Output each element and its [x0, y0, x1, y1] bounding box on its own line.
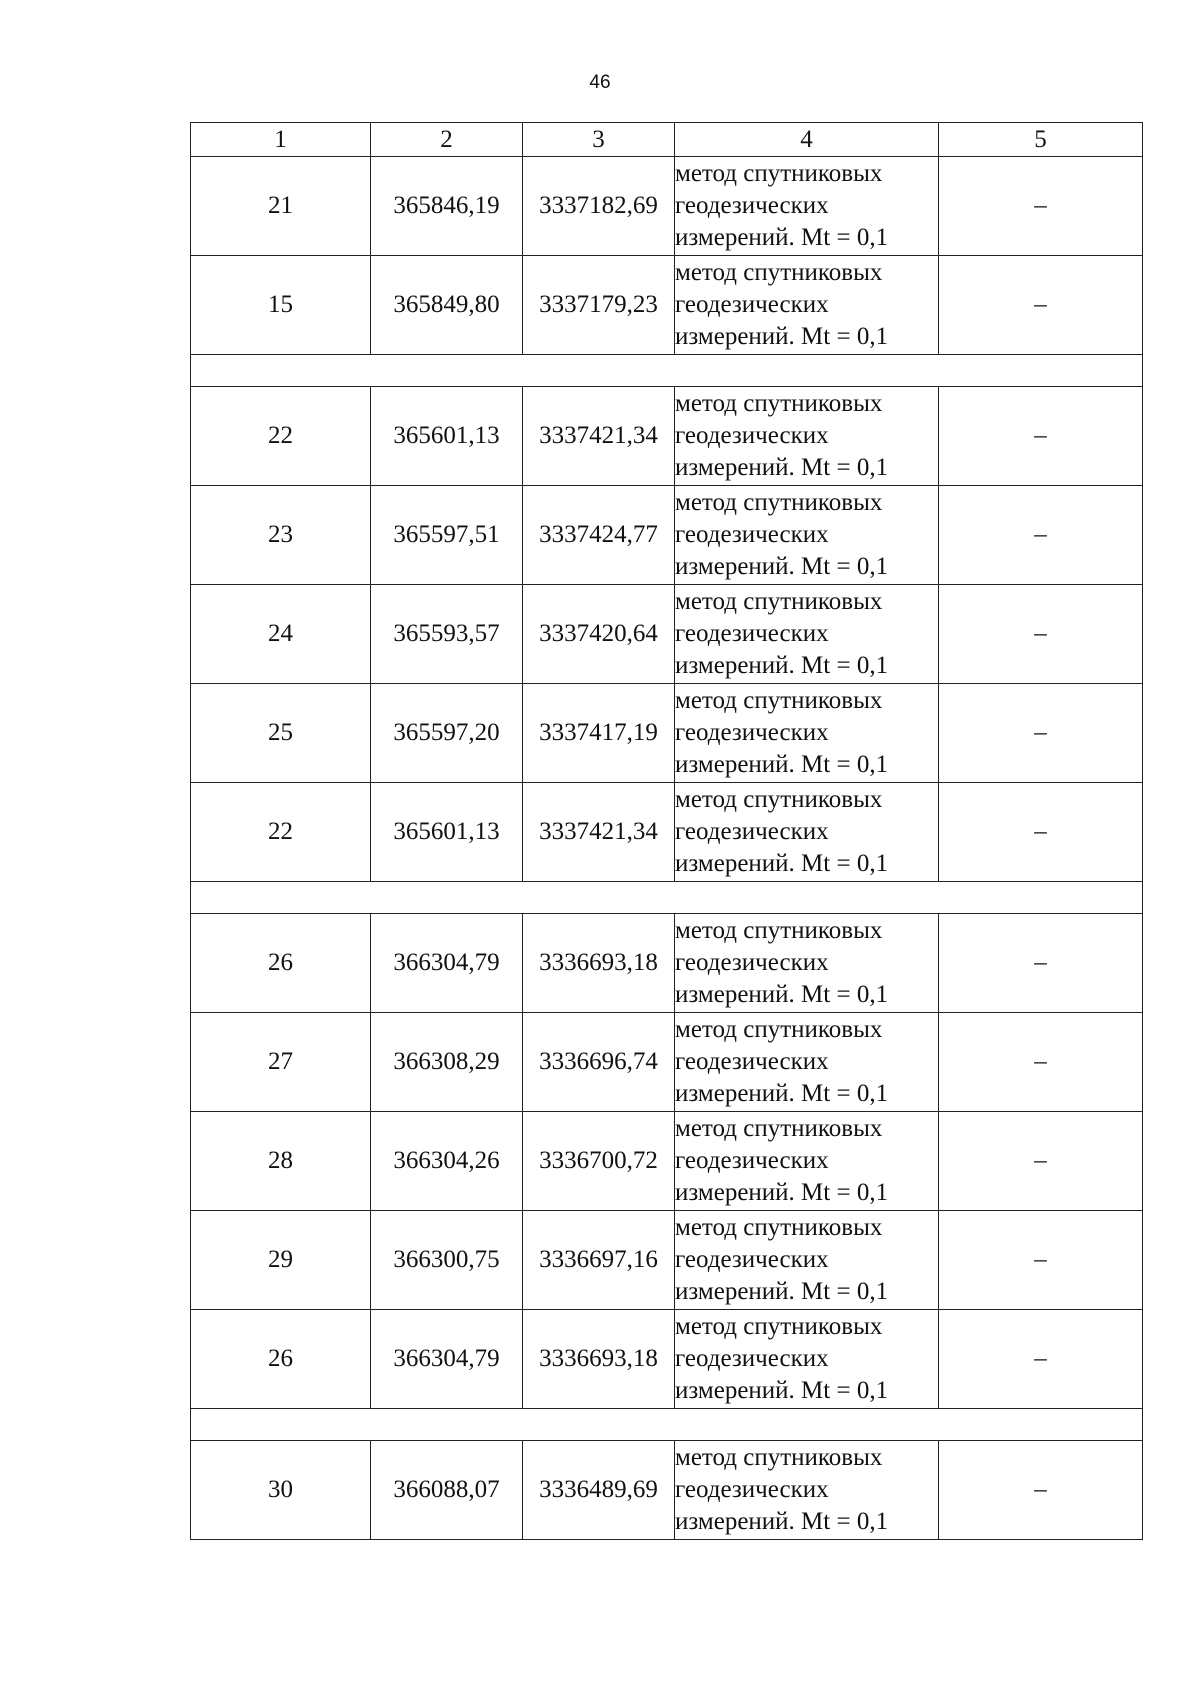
- header-cell: 1: [191, 123, 371, 157]
- method-line: геодезических: [675, 521, 829, 548]
- method-line: метод спутниковых: [675, 1214, 883, 1241]
- method-cell: [675, 1112, 939, 1211]
- x-coordinate-cell: 366304,26: [371, 1112, 523, 1211]
- method-line: измерений. Mt = 0,1: [675, 850, 889, 877]
- note-cell: –: [939, 783, 1143, 882]
- x-coordinate-cell: 366308,29: [371, 1013, 523, 1112]
- y-coordinate-cell: 3336489,69: [523, 1441, 675, 1540]
- method-cell: [675, 1441, 939, 1540]
- header-cell: 3: [523, 123, 675, 157]
- table-row: [191, 783, 1143, 882]
- method-line: измерений. Mt = 0,1: [675, 981, 889, 1008]
- method-line: геодезических: [675, 1246, 829, 1273]
- method-line: метод спутниковых: [675, 687, 883, 714]
- table-row: [191, 157, 1143, 256]
- point-number-cell: 22: [191, 783, 371, 882]
- table-row: [191, 1211, 1143, 1310]
- method-line: измерений. Mt = 0,1: [675, 1377, 889, 1404]
- method-line: измерений. Mt = 0,1: [675, 323, 889, 350]
- method-line: метод спутниковых: [675, 917, 883, 944]
- note-cell: –: [939, 684, 1143, 783]
- y-coordinate-cell: 3336696,74: [523, 1013, 675, 1112]
- x-coordinate-cell: 365601,13: [371, 783, 523, 882]
- point-number-cell: 29: [191, 1211, 371, 1310]
- note-cell: –: [939, 387, 1143, 486]
- group-separator-row: [191, 1409, 1143, 1441]
- method-line: метод спутниковых: [675, 588, 883, 615]
- x-coordinate-cell: 365597,20: [371, 684, 523, 783]
- y-coordinate-cell: 3337421,34: [523, 783, 675, 882]
- method-line: измерений. Mt = 0,1: [675, 553, 889, 580]
- method-line: измерений. Mt = 0,1: [675, 1179, 889, 1206]
- method-line: метод спутниковых: [675, 1444, 883, 1471]
- method-line: геодезических: [675, 620, 829, 647]
- method-line: измерений. Mt = 0,1: [675, 1080, 889, 1107]
- x-coordinate-cell: 366300,75: [371, 1211, 523, 1310]
- x-coordinate-cell: 366304,79: [371, 1310, 523, 1409]
- note-cell: –: [939, 914, 1143, 1013]
- header-row: [191, 123, 1143, 157]
- method-line: метод спутниковых: [675, 489, 883, 516]
- header-cell: 2: [371, 123, 523, 157]
- point-number-cell: 28: [191, 1112, 371, 1211]
- method-line: измерений. Mt = 0,1: [675, 652, 889, 679]
- note-cell: –: [939, 157, 1143, 256]
- method-cell: [675, 256, 939, 355]
- y-coordinate-cell: 3336697,16: [523, 1211, 675, 1310]
- table-row: [191, 1441, 1143, 1540]
- point-number-cell: 23: [191, 486, 371, 585]
- method-cell: [675, 387, 939, 486]
- y-coordinate-cell: 3337421,34: [523, 387, 675, 486]
- note-cell: –: [939, 1112, 1143, 1211]
- method-line: метод спутниковых: [675, 390, 883, 417]
- method-line: геодезических: [675, 422, 829, 449]
- point-number-cell: 27: [191, 1013, 371, 1112]
- point-number-cell: 15: [191, 256, 371, 355]
- table-row: [191, 1112, 1143, 1211]
- method-cell: [675, 1013, 939, 1112]
- table-row: [191, 387, 1143, 486]
- table-body: [191, 157, 1143, 1540]
- method-line: метод спутниковых: [675, 1016, 883, 1043]
- method-line: метод спутниковых: [675, 1115, 883, 1142]
- method-line: измерений. Mt = 0,1: [675, 751, 889, 778]
- y-coordinate-cell: 3337420,64: [523, 585, 675, 684]
- method-line: геодезических: [675, 1147, 829, 1174]
- method-line: измерений. Mt = 0,1: [675, 454, 889, 481]
- method-line: геодезических: [675, 818, 829, 845]
- y-coordinate-cell: 3336700,72: [523, 1112, 675, 1211]
- method-line: метод спутниковых: [675, 259, 883, 286]
- point-number-cell: 26: [191, 1310, 371, 1409]
- method-line: геодезических: [675, 1345, 829, 1372]
- page-number: 46: [589, 72, 611, 93]
- y-coordinate-cell: 3336693,18: [523, 1310, 675, 1409]
- note-cell: –: [939, 1013, 1143, 1112]
- group-separator-row: [191, 355, 1143, 387]
- y-coordinate-cell: 3337179,23: [523, 256, 675, 355]
- x-coordinate-cell: 365601,13: [371, 387, 523, 486]
- method-line: геодезических: [675, 1476, 829, 1503]
- separator-cell: [191, 882, 1143, 914]
- method-line: измерений. Mt = 0,1: [675, 1278, 889, 1305]
- x-coordinate-cell: 365597,51: [371, 486, 523, 585]
- table-row: [191, 1310, 1143, 1409]
- point-number-cell: 24: [191, 585, 371, 684]
- table-row: [191, 914, 1143, 1013]
- method-line: геодезических: [675, 1048, 829, 1075]
- method-line: геодезических: [675, 719, 829, 746]
- point-number-cell: 25: [191, 684, 371, 783]
- x-coordinate-cell: 365593,57: [371, 585, 523, 684]
- method-line: метод спутниковых: [675, 1313, 883, 1340]
- method-cell: [675, 1310, 939, 1409]
- method-line: метод спутниковых: [675, 786, 883, 813]
- note-cell: –: [939, 1211, 1143, 1310]
- y-coordinate-cell: 3337424,77: [523, 486, 675, 585]
- table-row: [191, 486, 1143, 585]
- note-cell: –: [939, 1441, 1143, 1540]
- table-row: [191, 1013, 1143, 1112]
- table-row: [191, 684, 1143, 783]
- y-coordinate-cell: 3337182,69: [523, 157, 675, 256]
- note-cell: –: [939, 256, 1143, 355]
- y-coordinate-cell: 3337417,19: [523, 684, 675, 783]
- point-number-cell: 30: [191, 1441, 371, 1540]
- method-cell: [675, 914, 939, 1013]
- point-number-cell: 26: [191, 914, 371, 1013]
- separator-cell: [191, 1409, 1143, 1441]
- table-row: [191, 585, 1143, 684]
- method-cell: [675, 585, 939, 684]
- header-cell: 5: [939, 123, 1143, 157]
- table-row: [191, 256, 1143, 355]
- group-separator-row: [191, 882, 1143, 914]
- method-line: геодезических: [675, 192, 829, 219]
- method-cell: [675, 1211, 939, 1310]
- x-coordinate-cell: 366088,07: [371, 1441, 523, 1540]
- x-coordinate-cell: 366304,79: [371, 914, 523, 1013]
- method-line: измерений. Mt = 0,1: [675, 224, 889, 251]
- method-line: геодезических: [675, 949, 829, 976]
- method-cell: [675, 486, 939, 585]
- method-line: метод спутниковых: [675, 160, 883, 187]
- x-coordinate-cell: 365846,19: [371, 157, 523, 256]
- method-cell: [675, 684, 939, 783]
- point-number-cell: 21: [191, 157, 371, 256]
- y-coordinate-cell: 3336693,18: [523, 914, 675, 1013]
- method-line: геодезических: [675, 291, 829, 318]
- note-cell: –: [939, 486, 1143, 585]
- coordinates-table: [190, 122, 1143, 1540]
- method-line: измерений. Mt = 0,1: [675, 1508, 889, 1535]
- method-cell: [675, 783, 939, 882]
- note-cell: –: [939, 585, 1143, 684]
- x-coordinate-cell: 365849,80: [371, 256, 523, 355]
- note-cell: –: [939, 1310, 1143, 1409]
- point-number-cell: 22: [191, 387, 371, 486]
- separator-cell: [191, 355, 1143, 387]
- header-cell: 4: [675, 123, 939, 157]
- method-cell: [675, 157, 939, 256]
